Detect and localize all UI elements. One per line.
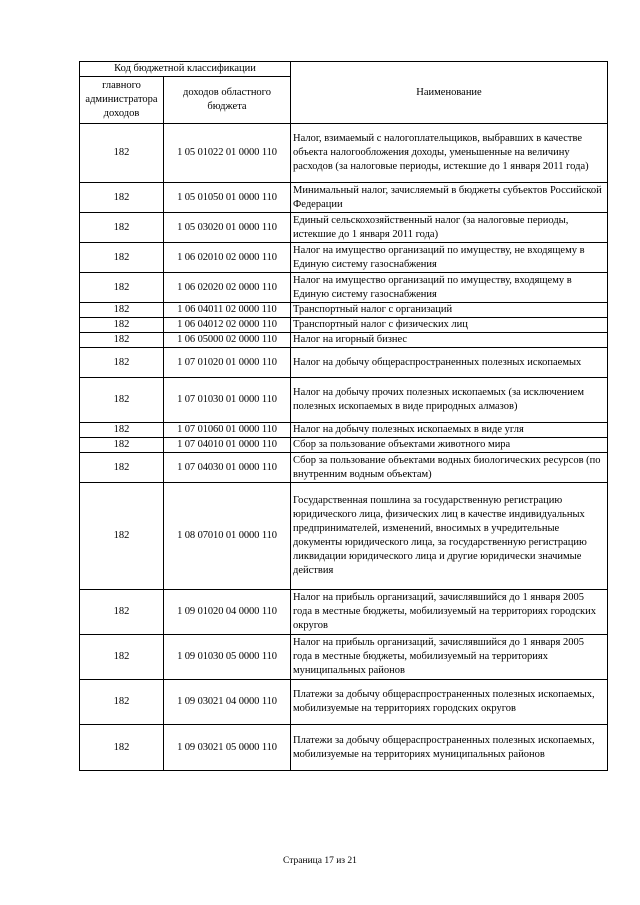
revenue-code-cell: 1 07 04010 01 0000 110: [164, 438, 291, 453]
admin-code-cell: 182: [80, 453, 164, 483]
revenue-code-cell: 1 05 03020 01 0000 110: [164, 213, 291, 243]
page-footer: Страница 17 из 21: [283, 856, 357, 866]
revenue-name-cell: Налог на прибыль организаций, зачислявшийся до 1 января 2005 года в местные бюджеты, мобилизуемый на территориях муниципальных районов: [291, 635, 608, 680]
revenue-code-cell: 1 06 02020 02 0000 110: [164, 273, 291, 303]
revenue-name-cell: Налог, взимаемый с налогоплательщиков, выбравших в качестве объекта налогообложения доходы, уменьшенные на величину расходов (за налоговые периоды, истекшие до 1 января 2011 года): [291, 124, 608, 183]
revenue-name-cell: Налог на добычу полезных ископаемых в виде угля: [291, 423, 608, 438]
admin-code-cell: 182: [80, 213, 164, 243]
revenue-code-cell: 1 07 01030 01 0000 110: [164, 378, 291, 423]
admin-code-cell: 182: [80, 378, 164, 423]
table-header: [80, 62, 608, 124]
budget-classification-table: [79, 61, 608, 771]
table-row: [80, 213, 608, 243]
revenue-code-cell: 1 06 04011 02 0000 110: [164, 303, 291, 318]
admin-code-cell: 182: [80, 483, 164, 590]
revenue-code-cell: 1 07 04030 01 0000 110: [164, 453, 291, 483]
revenue-code-cell: 1 09 03021 05 0000 110: [164, 725, 291, 771]
admin-code-cell: 182: [80, 183, 164, 213]
admin-code-cell: 182: [80, 333, 164, 348]
admin-code-cell: 182: [80, 273, 164, 303]
revenue-code-cell: 1 05 01050 01 0000 110: [164, 183, 291, 213]
admin-code-cell: 182: [80, 423, 164, 438]
revenue-code-cell: 1 08 07010 01 0000 110: [164, 483, 291, 590]
table-row: [80, 124, 608, 183]
admin-code-cell: 182: [80, 303, 164, 318]
table-row: [80, 438, 608, 453]
revenue-code-cell: 1 06 04012 02 0000 110: [164, 318, 291, 333]
revenue-code-cell: 1 06 02010 02 0000 110: [164, 243, 291, 273]
table-row: [80, 590, 608, 635]
admin-code-cell: 182: [80, 590, 164, 635]
revenue-name-cell: Налог на добычу общераспространенных полезных ископаемых: [291, 348, 608, 378]
revenue-name-cell: Сбор за пользование объектами водных биологических ресурсов (по внутренним водным объектам): [291, 453, 608, 483]
admin-code-cell: 182: [80, 348, 164, 378]
table-row: [80, 333, 608, 348]
revenue-name-cell: Налог на прибыль организаций, зачислявшийся до 1 января 2005 года в местные бюджеты, мобилизуемый на территориях городских округов: [291, 590, 608, 635]
admin-code-cell: 182: [80, 725, 164, 771]
header-name: Наименование: [291, 62, 608, 124]
revenue-name-cell: Минимальный налог, зачисляемый в бюджеты субъектов Российской Федерации: [291, 183, 608, 213]
table-row: [80, 423, 608, 438]
admin-code-cell: 182: [80, 243, 164, 273]
revenue-name-cell: Налог на имущество организаций по имуществу, входящему в Единую систему газоснабжения: [291, 273, 608, 303]
revenue-code-cell: 1 07 01020 01 0000 110: [164, 348, 291, 378]
revenue-name-cell: Транспортный налог с физических лиц: [291, 318, 608, 333]
table-row: [80, 453, 608, 483]
table-row: [80, 348, 608, 378]
revenue-name-cell: Единый сельскохозяйственный налог (за налоговые периоды, истекшие до 1 января 2011 года): [291, 213, 608, 243]
revenue-name-cell: Налог на добычу прочих полезных ископаемых (за исключением полезных ископаемых в виде природных алмазов): [291, 378, 608, 423]
table-row: [80, 303, 608, 318]
revenue-code-cell: 1 09 01020 04 0000 110: [164, 590, 291, 635]
revenue-name-cell: Платежи за добычу общераспространенных полезных ископаемых, мобилизуемые на территориях городских округов: [291, 680, 608, 725]
table-row: [80, 273, 608, 303]
admin-code-cell: 182: [80, 438, 164, 453]
header-revenue-code: доходов областного бюджета: [164, 77, 291, 124]
revenue-name-cell: Транспортный налог с организаций: [291, 303, 608, 318]
header-classification-code: Код бюджетной классификации: [80, 62, 291, 77]
revenue-name-cell: Налог на имущество организаций по имуществу, не входящему в Единую систему газоснабжения: [291, 243, 608, 273]
table-row: [80, 635, 608, 680]
revenue-name-cell: Сбор за пользование объектами животного мира: [291, 438, 608, 453]
revenue-name-cell: Налог на игорный бизнес: [291, 333, 608, 348]
table-row: [80, 318, 608, 333]
table-row: [80, 183, 608, 213]
admin-code-cell: 182: [80, 318, 164, 333]
revenue-code-cell: 1 06 05000 02 0000 110: [164, 333, 291, 348]
revenue-code-cell: 1 09 01030 05 0000 110: [164, 635, 291, 680]
admin-code-cell: 182: [80, 680, 164, 725]
header-admin-code: главного администратора доходов: [80, 77, 164, 124]
table-row: [80, 680, 608, 725]
table-row: [80, 725, 608, 771]
revenue-code-cell: 1 09 03021 04 0000 110: [164, 680, 291, 725]
revenue-name-cell: Платежи за добычу общераспространенных полезных ископаемых, мобилизуемые на территориях муниципальных районов: [291, 725, 608, 771]
table-row: [80, 378, 608, 423]
admin-code-cell: 182: [80, 124, 164, 183]
revenue-code-cell: 1 05 01022 01 0000 110: [164, 124, 291, 183]
table-row: [80, 243, 608, 273]
revenue-code-cell: 1 07 01060 01 0000 110: [164, 423, 291, 438]
admin-code-cell: 182: [80, 635, 164, 680]
table-body: [80, 124, 608, 771]
table-row: [80, 483, 608, 590]
revenue-name-cell: Государственная пошлина за государственную регистрацию юридического лица, физических лиц в качестве индивидуальных предпринимателей, изменений, вносимых в учредительные документы юридического лица, за государственную регистрацию ликвидации юридического лица и другие юридически значимые действия: [291, 483, 608, 590]
